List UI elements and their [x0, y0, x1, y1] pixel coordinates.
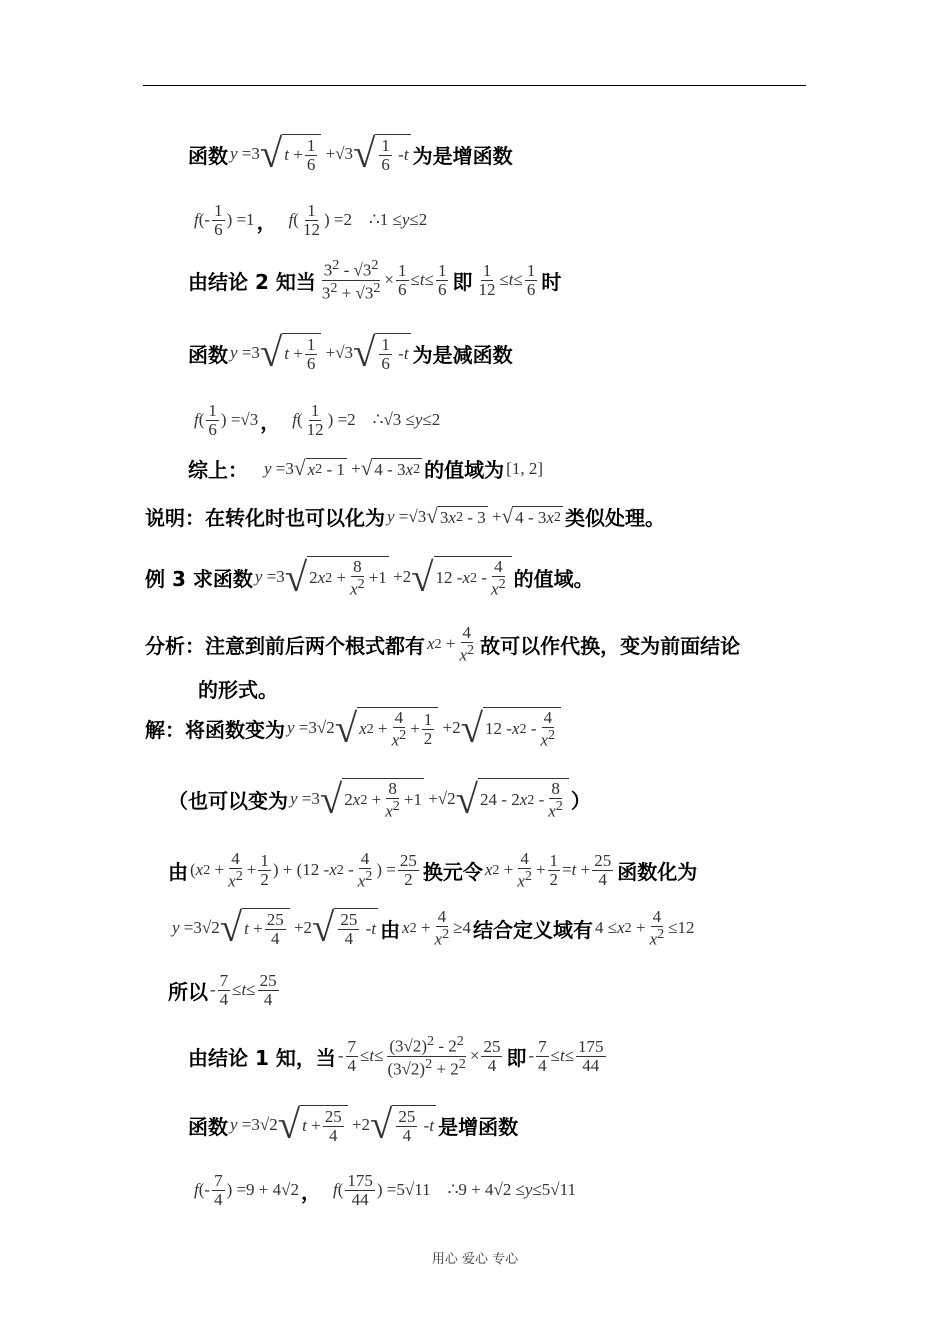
- line-4: [188, 330, 513, 375]
- text: 由结论 2 知当: [188, 269, 316, 294]
- text: 由: [380, 917, 401, 942]
- line-9: [145, 624, 740, 664]
- text: 时: [541, 269, 562, 294]
- text: 结合定义域有: [473, 917, 594, 942]
- formula: x 2 + $\frac{4}{x^2}$ ≥4: [402, 907, 472, 949]
- formula: y =3√2 √ x 2 + $\frac{4}{x^2}$ + $\frac{1}{2}$ +2 √ 12 - x 2 - $\frac{4}{x^2}$: [287, 707, 561, 749]
- header-rule: [143, 85, 806, 86]
- formula: y =3 √ x 2 - 1 + √ 4 - 3 x 2: [264, 456, 421, 481]
- text: 分析：注意到前后两个根式都有: [145, 633, 425, 658]
- line-9b: [198, 674, 278, 703]
- text: 换元令: [422, 859, 483, 884]
- text: （也可以变为: [168, 788, 288, 813]
- formula: f ( $\frac{1}{12}$ ) =2 ∴1 ≤ y ≤2: [288, 201, 428, 239]
- text: 即: [506, 1045, 527, 1070]
- text: 为是增函数: [412, 143, 513, 168]
- text: 函数: [188, 143, 228, 168]
- line-10: [145, 707, 563, 749]
- formula: [1, 2]: [506, 458, 543, 478]
- line-2: [192, 202, 429, 239]
- text: 即: [452, 269, 473, 294]
- formula: - $\frac{7}{4}$ ≤ t ≤ $\frac{25}{4}$: [210, 971, 277, 1009]
- line-8: [145, 556, 594, 598]
- text: 的值域为: [424, 458, 505, 482]
- line-6: [188, 454, 545, 483]
- formula: $\frac{3^2 - √3^2}{3^2 + √3^2}$ × $\frac{1}{6}$ ≤ t ≤ $\frac{1}{6}$: [321, 257, 447, 303]
- text: ，: [300, 1179, 321, 1204]
- text: 的值域。: [513, 566, 594, 591]
- line-3: [188, 258, 561, 302]
- line-11: [168, 778, 591, 820]
- line-16: [188, 1102, 519, 1147]
- line-15: [188, 1034, 610, 1078]
- text: 综上：: [188, 458, 248, 482]
- text: 是增函数: [438, 1114, 519, 1139]
- formula: f ( $\frac{1}{12}$ ) =2 ∴√3 ≤ y ≤2: [292, 401, 441, 439]
- formula: y =3 √ 2 x 2 + $\frac{8}{x^2}$ +1 +2 √ 12 - x 2 - $\frac{4}{x^2}$: [255, 556, 512, 598]
- text: ，: [256, 209, 277, 234]
- formula: ( x 2 + $\frac{4}{x^2}$ + $\frac{1}{2}$ ) + (12 - x 2 - $\frac{4}{x^2}$ ) = $\frac{25}{2}$: [190, 849, 417, 891]
- line-13: [170, 905, 697, 950]
- page-footer: 用心 爱心 专心: [431, 1252, 519, 1267]
- line-5: [192, 402, 442, 439]
- text: 说明：在转化时也可以化为: [145, 506, 385, 530]
- formula: x 2 + $\frac{4}{x^2}$: [427, 623, 475, 665]
- line-17: [192, 1172, 578, 1209]
- text: ，: [260, 409, 281, 434]
- text: 函数: [188, 342, 228, 367]
- formula: y =3 √ 2 x 2 + $\frac{8}{x^2}$ +1 +√2 √ 24 - 2 x 2 - $\frac{8}{x^2}$: [290, 778, 569, 820]
- formula: f (- $\frac{1}{6}$ ) =1: [194, 201, 255, 239]
- formula: y =3√2 √ t + $\frac{25}{4}$ +2 √ $\frac{25}{4}$ - t: [172, 905, 377, 950]
- text: 的形式。: [198, 678, 278, 702]
- formula: f (- $\frac{7}{4}$ ) =9 + 4√2: [194, 1171, 299, 1209]
- formula: 4 ≤ x 2 + $\frac{4}{x^2}$ ≤12: [595, 907, 695, 949]
- line-12: [168, 850, 697, 890]
- text: 类似处理。: [565, 506, 665, 530]
- line-7: [145, 502, 665, 531]
- text: 所以: [168, 979, 208, 1004]
- text: 例 3 求函数: [145, 566, 253, 591]
- text: 由结论 1 知，当: [188, 1045, 336, 1070]
- line-1: [188, 131, 513, 176]
- text: 故可以作代换，变为前面结论: [480, 633, 741, 658]
- formula: y =3√2 √ t + $\frac{25}{4}$ +2 √ $\frac{25}{4}$ - t: [230, 1102, 435, 1147]
- formula: - $\frac{7}{4}$ ≤ t ≤ $\frac{(3√2)^2 - 2^2}{(3√2)^2 + 2^2}$ × $\frac{25}{4}$: [337, 1033, 501, 1079]
- formula: f ( $\frac{175}{44}$ ) =5√11 ∴9 + 4√2 ≤ y ≤5√11: [332, 1171, 576, 1209]
- text: 为是减函数: [412, 342, 513, 367]
- text: 函数: [188, 1114, 228, 1139]
- formula: y =3 √ t + $\frac{1}{6}$ +√3 √ $\frac{1}{6}$ - t: [230, 330, 409, 375]
- formula: y =√3 √ 3 x 2 - 3 + √ 4 - 3 x 2: [387, 504, 561, 529]
- formula: - $\frac{7}{4}$ ≤ t ≤ $\frac{175}{44}$: [528, 1036, 604, 1075]
- text: 函数化为: [617, 859, 698, 884]
- formula: f ( $\frac{1}{6}$ ) =√3: [194, 401, 259, 439]
- formula: $\frac{1}{12}$ ≤ t ≤ $\frac{1}{6}$: [478, 260, 536, 299]
- text: ）: [570, 788, 591, 813]
- formula: x 2 + $\frac{4}{x^2}$ + $\frac{1}{2}$ = t + $\frac{25}{4}$: [484, 849, 612, 891]
- text: 解：将函数变为: [145, 717, 285, 742]
- text: 由: [168, 859, 188, 884]
- line-14: [168, 972, 283, 1009]
- formula: y =3 √ t + $\frac{1}{6}$ +√3 √ $\frac{1}{6}$ - t: [230, 131, 409, 176]
